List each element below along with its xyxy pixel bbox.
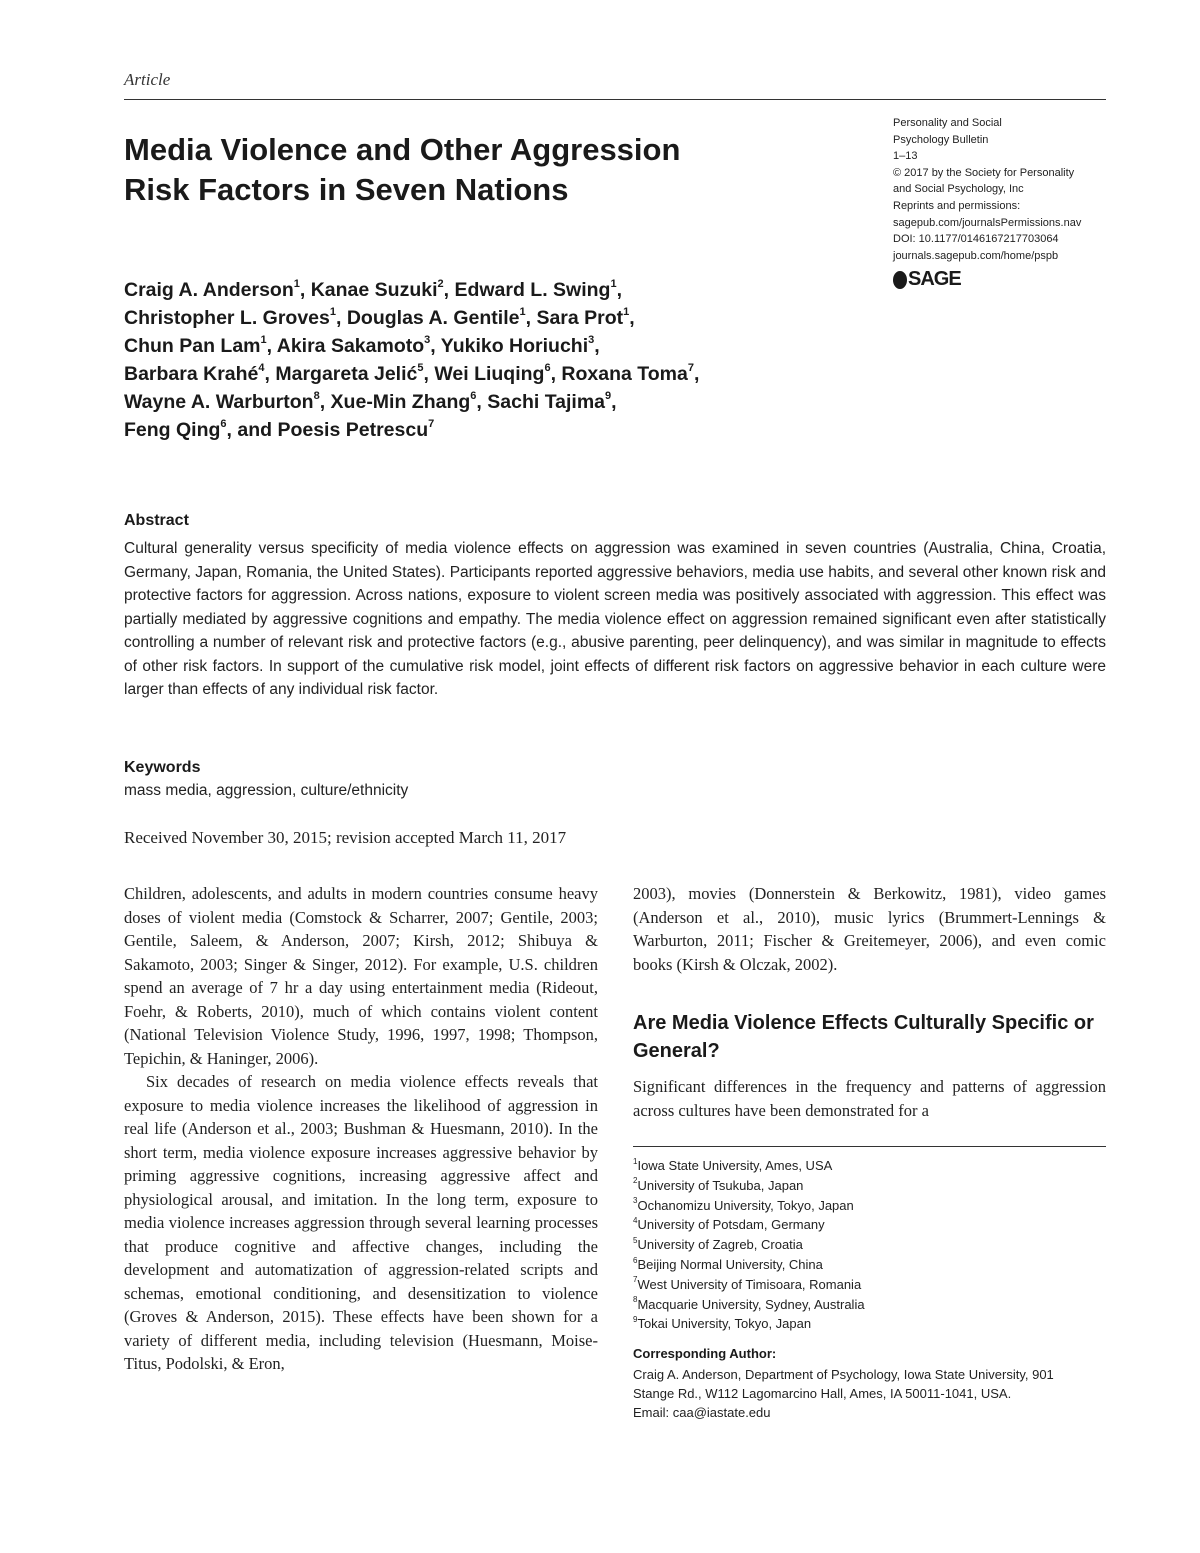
author-name: , Sachi Tajima <box>476 391 606 413</box>
body-right-column-continued <box>633 1075 1106 1122</box>
sage-logo <box>893 268 961 291</box>
affiliation-marker: 4 <box>258 361 265 374</box>
author-name: , and Poesis Petrescu <box>226 419 429 441</box>
author-name: Barbara Krahé <box>124 363 259 385</box>
author-name: , Roxana Toma <box>550 363 688 385</box>
journal-info-line: and Social Psychology, Inc <box>893 183 1024 196</box>
keywords-text: mass media, aggression, culture/ethnicity <box>124 782 409 799</box>
author-name: , Kanae Suzuki <box>299 279 438 301</box>
journal-info-line: Personality and Social <box>893 117 1002 129</box>
corresponding-author-email: Email: caa@iastate.edu <box>633 1405 771 1420</box>
body-left-column <box>124 882 598 1376</box>
author-name: Feng Qing <box>124 419 221 441</box>
author-name: , <box>611 391 617 413</box>
body-paragraph: Significant differences in the frequency and patterns of aggression across cultures have been demonstrated for a <box>633 1077 1106 1120</box>
affiliation-number: 7 <box>633 1275 638 1285</box>
author-name: , Wei Liuqing <box>423 363 545 385</box>
affiliation-item <box>633 1235 865 1255</box>
author-name: , Xue-Min Zhang <box>319 391 471 413</box>
author-name: , <box>693 363 700 385</box>
abstract-heading: Abstract <box>124 512 189 529</box>
author-name: , <box>616 279 623 301</box>
journal-info-line: © 2017 by the Society for Personality <box>893 166 1075 179</box>
body-paragraph: Children, adolescents, and adults in modern countries consume heavy doses of violent media (Comstock & Scharrer, 2007; Gentile, 2003; Gentile, Saleem, & Anderson, 2007; Kirsh, 2012; Shibuya & Sakamoto, 2003; Singer & Singer, 2012). For example, U.S. children spend an average of 7 hr a day using entertainment media (Rideout, Foehr, & Roberts, 2010), much of which contains violent content (National Television Violence Study, 1996, 1997, 1998; Thompson, Tepichin, & Haninger, 2006). <box>124 884 598 1068</box>
journal-info-line: Reprints and permissions: <box>893 199 1021 212</box>
journal-info-line: DOI: 10.1177/0146167217703064 <box>893 233 1059 246</box>
affiliation-marker: 1 <box>293 277 300 290</box>
sage-logo-text: SAGE <box>908 268 961 290</box>
author-line <box>124 332 884 360</box>
section-heading: Are Media Violence Effects Culturally Specific or General? <box>633 1012 1094 1062</box>
affiliation-marker: 8 <box>313 389 320 402</box>
author-name: , <box>594 335 600 357</box>
affiliation-text: Ochanomizu University, Tokyo, Japan <box>637 1197 854 1213</box>
author-name: , Sara Prot <box>525 307 624 329</box>
affiliation-number: 8 <box>633 1295 638 1305</box>
affiliation-marker: 1 <box>610 277 617 290</box>
affiliation-marker: 6 <box>544 361 551 374</box>
affiliation-number: 4 <box>633 1216 638 1226</box>
received-dates: Received November 30, 2015; revision accepted March 11, 2017 <box>124 828 567 847</box>
affiliation-item <box>633 1156 865 1176</box>
corresponding-author-line: Craig A. Anderson, Department of Psychology, Iowa State University, 901 <box>633 1367 1054 1382</box>
affiliation-number: 3 <box>633 1196 638 1206</box>
affiliation-number: 5 <box>633 1235 638 1245</box>
author-name: , Douglas A. Gentile <box>336 307 520 329</box>
corresponding-author-heading: Corresponding Author: <box>633 1346 777 1361</box>
affiliation-item <box>633 1314 865 1334</box>
abstract-text: Cultural generality versus specificity of media violence effects on aggression was examined in seven countries (Australia, China, Croatia, Germany, Japan, Romania, the United States). Participants reported aggressive behaviors, media use habits, and several other known risk and protective factors for aggression. Across nations, exposure to violent screen media was positively associated with aggression. This effect was partially mediated by aggressive cognitions and empathy. The media violence effect on aggression remained significant even after statistically controlling a number of relevant risk and protective factors (e.g., abusive parenting, peer delinquency), and was similar in magnitude to effects of other risk factors. In support of the cumulative risk model, joint effects of different risk factors on aggressive behavior in each culture were larger than effects of any individual risk factor. <box>124 540 1106 698</box>
body-right-column <box>633 882 1106 976</box>
author-line <box>124 360 884 388</box>
author-name: , Yukiko Horiuchi <box>430 335 589 357</box>
journal-info-line: journals.sagepub.com/home/pspb <box>893 249 1059 262</box>
corresponding-author-details <box>633 1365 1113 1422</box>
affiliation-list <box>633 1156 865 1334</box>
affiliation-item <box>633 1196 865 1216</box>
body-paragraph: 2003), movies (Donnerstein & Berkowitz, 1981), video games (Anderson et al., 2010), music lyrics (Brummert-Lennings & Warburton, 2011; Fischer & Greitemeyer, 2006), and even comic books (Kirsh & Olczak, 2002). <box>633 884 1106 974</box>
affiliation-marker: 3 <box>588 333 595 346</box>
author-name: , <box>629 307 635 329</box>
sage-logo-mark <box>893 271 907 289</box>
affiliation-marker: 1 <box>623 305 630 318</box>
affiliation-item <box>633 1255 865 1275</box>
journal-info <box>893 115 1123 264</box>
author-name: Wayne A. Warburton <box>124 391 314 413</box>
affiliation-marker: 1 <box>260 333 267 346</box>
author-line <box>124 388 884 416</box>
article-type-label: Article <box>124 70 171 89</box>
author-line <box>124 276 884 304</box>
affiliation-text: West University of Timisoara, Romania <box>637 1276 862 1292</box>
author-name: Chun Pan Lam <box>124 335 261 357</box>
affiliation-marker: 9 <box>605 389 612 402</box>
affiliation-text: Macquarie University, Sydney, Australia <box>637 1296 865 1312</box>
affiliation-text: University of Tsukuba, Japan <box>637 1177 804 1193</box>
affiliation-item <box>633 1176 865 1196</box>
affiliation-number: 9 <box>633 1315 638 1325</box>
affiliation-marker: 2 <box>437 277 444 290</box>
affiliation-marker: 6 <box>220 417 227 430</box>
corresponding-author-line: Stange Rd., W112 Lagomarcino Hall, Ames, IA 50011-1041, USA. <box>633 1386 1012 1401</box>
affiliation-marker: 1 <box>329 305 336 318</box>
affiliation-text: Iowa State University, Ames, USA <box>637 1158 833 1173</box>
author-line <box>124 304 884 332</box>
affiliation-text: University of Potsdam, Germany <box>637 1217 825 1233</box>
affiliation-marker: 6 <box>470 389 477 402</box>
title-line-2: Risk Factors in Seven Nations <box>124 172 569 207</box>
body-paragraph: Six decades of research on media violence effects reveals that exposure to media violence increases the likelihood of aggression in real life (Anderson et al., 2003; Bushman & Huesmann, 2010). In the short term, media violence exposure increases aggressive behavior by priming aggressive cognitions, increasing aggressive affect and physiological arousal, and imitation. In the long term, exposure to media violence increases aggression through several learning processes that produce cognitive and affective changes, including the development and automatization of aggression-related scripts and schemas, emotional conditioning, and desensitization to violence (Groves & Anderson, 2015). These effects have been shown for a variety of different media, including television (Huesmann, Moise-Titus, Podolski, & Eron, <box>124 1072 598 1373</box>
affiliation-text: University of Zagreb, Croatia <box>637 1237 803 1253</box>
author-line <box>124 416 884 444</box>
keywords-heading: Keywords <box>124 759 201 776</box>
journal-info-line: sagepub.com/journalsPermissions.nav <box>893 216 1082 229</box>
journal-info-line: Psychology Bulletin <box>893 133 989 146</box>
article-title <box>124 130 824 210</box>
author-name: Craig A. Anderson <box>124 279 294 301</box>
affiliation-item <box>633 1295 865 1315</box>
journal-info-line: 1–13 <box>893 150 918 163</box>
affiliation-item <box>633 1215 865 1235</box>
affiliation-marker: 7 <box>687 361 694 374</box>
author-name: , Edward L. Swing <box>443 279 611 301</box>
affiliation-marker: 5 <box>417 361 424 374</box>
author-name: Christopher L. Groves <box>124 307 330 329</box>
affiliation-text: Tokai University, Tokyo, Japan <box>637 1316 812 1332</box>
affiliation-number: 6 <box>633 1255 638 1265</box>
footnote-divider <box>633 1146 1106 1147</box>
affiliation-item <box>633 1275 865 1295</box>
title-line-1: Media Violence and Other Aggression <box>124 132 681 167</box>
affiliation-marker: 7 <box>428 417 435 430</box>
affiliation-text: Beijing Normal University, China <box>637 1256 823 1272</box>
affiliation-number: 1 <box>633 1156 638 1166</box>
header-divider <box>124 99 1106 100</box>
affiliation-number: 2 <box>633 1176 638 1186</box>
author-name: , Margareta Jelić <box>264 363 418 385</box>
affiliation-marker: 1 <box>519 305 526 318</box>
affiliation-marker: 3 <box>424 333 431 346</box>
author-list <box>124 276 884 444</box>
author-name: , Akira Sakamoto <box>266 335 425 357</box>
